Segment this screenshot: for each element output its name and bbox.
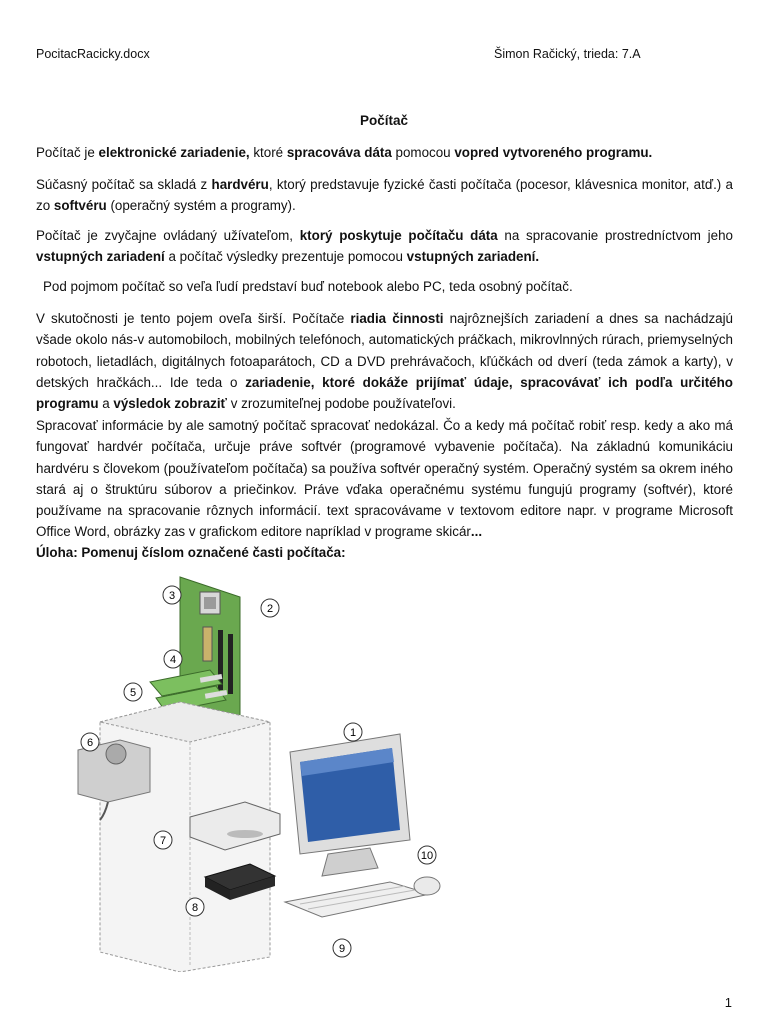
svg-text:5: 5 [129, 687, 137, 699]
callout-10 [418, 846, 436, 864]
paragraph-1: Počítač je elektronické zariadenie, ktoré spracováva dáta pomocou vopred vytvoreného programu. [36, 145, 653, 160]
paragraph-3: Počítač je zvyčajne ovládaný užívateľom, ktorý poskytuje počítaču dáta na spracovanie prostredníctvom jeho vstupných zariadení a počítač výsledky prezentuje pomocou vstupných zariadení. [36, 228, 733, 265]
ram-slot [228, 634, 233, 694]
paragraph-2: Súčasný počítač sa skladá z hardvéru, ktorý predstavuje fyzické časti počítača (pocesor, klávesnica monitor, atď.) a zo softvéru (operačný systém a programy). [36, 177, 733, 214]
svg-text:1: 1 [349, 727, 357, 739]
callout-7 [154, 831, 172, 849]
callout-1 [344, 723, 362, 741]
header-filename: PocitacRacicky.docx [36, 47, 150, 61]
keyboard [285, 882, 430, 917]
paragraph-4: Pod pojmom počítač so veľa ľudí predstaví buď notebook alebo PC, teda osobný počítač. [43, 279, 573, 294]
paragraph-5: V skutočnosti je tento pojem oveľa širší. Počítače riadia činnosti najrôznejších zariadení a dnes sa nachádzajú všade okolo nás-v automobiloch, mobilných telefónoch, automatických práčkach, mikrovlnných rúrach, priemyselných robotoch, lietadlách, digitálnych fotoaparátoch, CD a DVD prehrávačoch, kľúčkách od dverí (teda zámok a karty), v detských hračkách... Ide teda o zariadenie, ktoré dokáže prijímať údaje, spracovávať ich podľa určitého programu a výsledok zobraziť v zrozumiteľnej podobe používateľovi. [36, 311, 734, 412]
callout-9 [333, 939, 351, 957]
mouse [414, 877, 440, 895]
callout-3 [163, 586, 181, 604]
task-heading: Úloha: Pomenuj číslom označené časti počítača: [36, 545, 346, 560]
callout-6 [81, 733, 99, 751]
page-number: 1 [724, 995, 732, 1010]
svg-text:7: 7 [159, 835, 167, 847]
svg-text:10: 10 [420, 850, 434, 862]
callout-8 [186, 898, 204, 916]
computer-parts-illustration [60, 572, 460, 972]
svg-text:2: 2 [266, 603, 274, 615]
callout-5 [124, 683, 142, 701]
paragraph-6: Spracovať informácie by ale samotný počítač spracovať nedokázal. Čo a kedy má počítač robiť resp. kedy a ako má fungovať hardvér počítača, určuje práve softvér (programové vybavenie počítača). Na základnú komunikáciu hardvéru s človekom (používateľom počítača) sa používa softvér operačný systém. Operačný systém sa okrem iného stará aj o štruktúru súborov a priečinkov. Práve vďaka operačnému systému fungujú programy (softvér), ktoré používame na spracovanie rôznych informácií. text spracovávame v textovom editore napr. v programe Microsoft Office Word, obrázky zas v grafickom editore napríklad v programe skicár... [36, 418, 733, 540]
callout-2 [261, 599, 279, 617]
header-author: Šimon Račický, trieda: 7.A [494, 47, 641, 61]
page-title: Počítač [359, 113, 409, 128]
svg-text:3: 3 [168, 590, 176, 602]
svg-text:9: 9 [338, 943, 346, 955]
svg-text:6: 6 [86, 737, 94, 749]
svg-text:8: 8 [191, 902, 199, 914]
svg-text:4: 4 [169, 654, 177, 666]
callout-4 [164, 650, 182, 668]
